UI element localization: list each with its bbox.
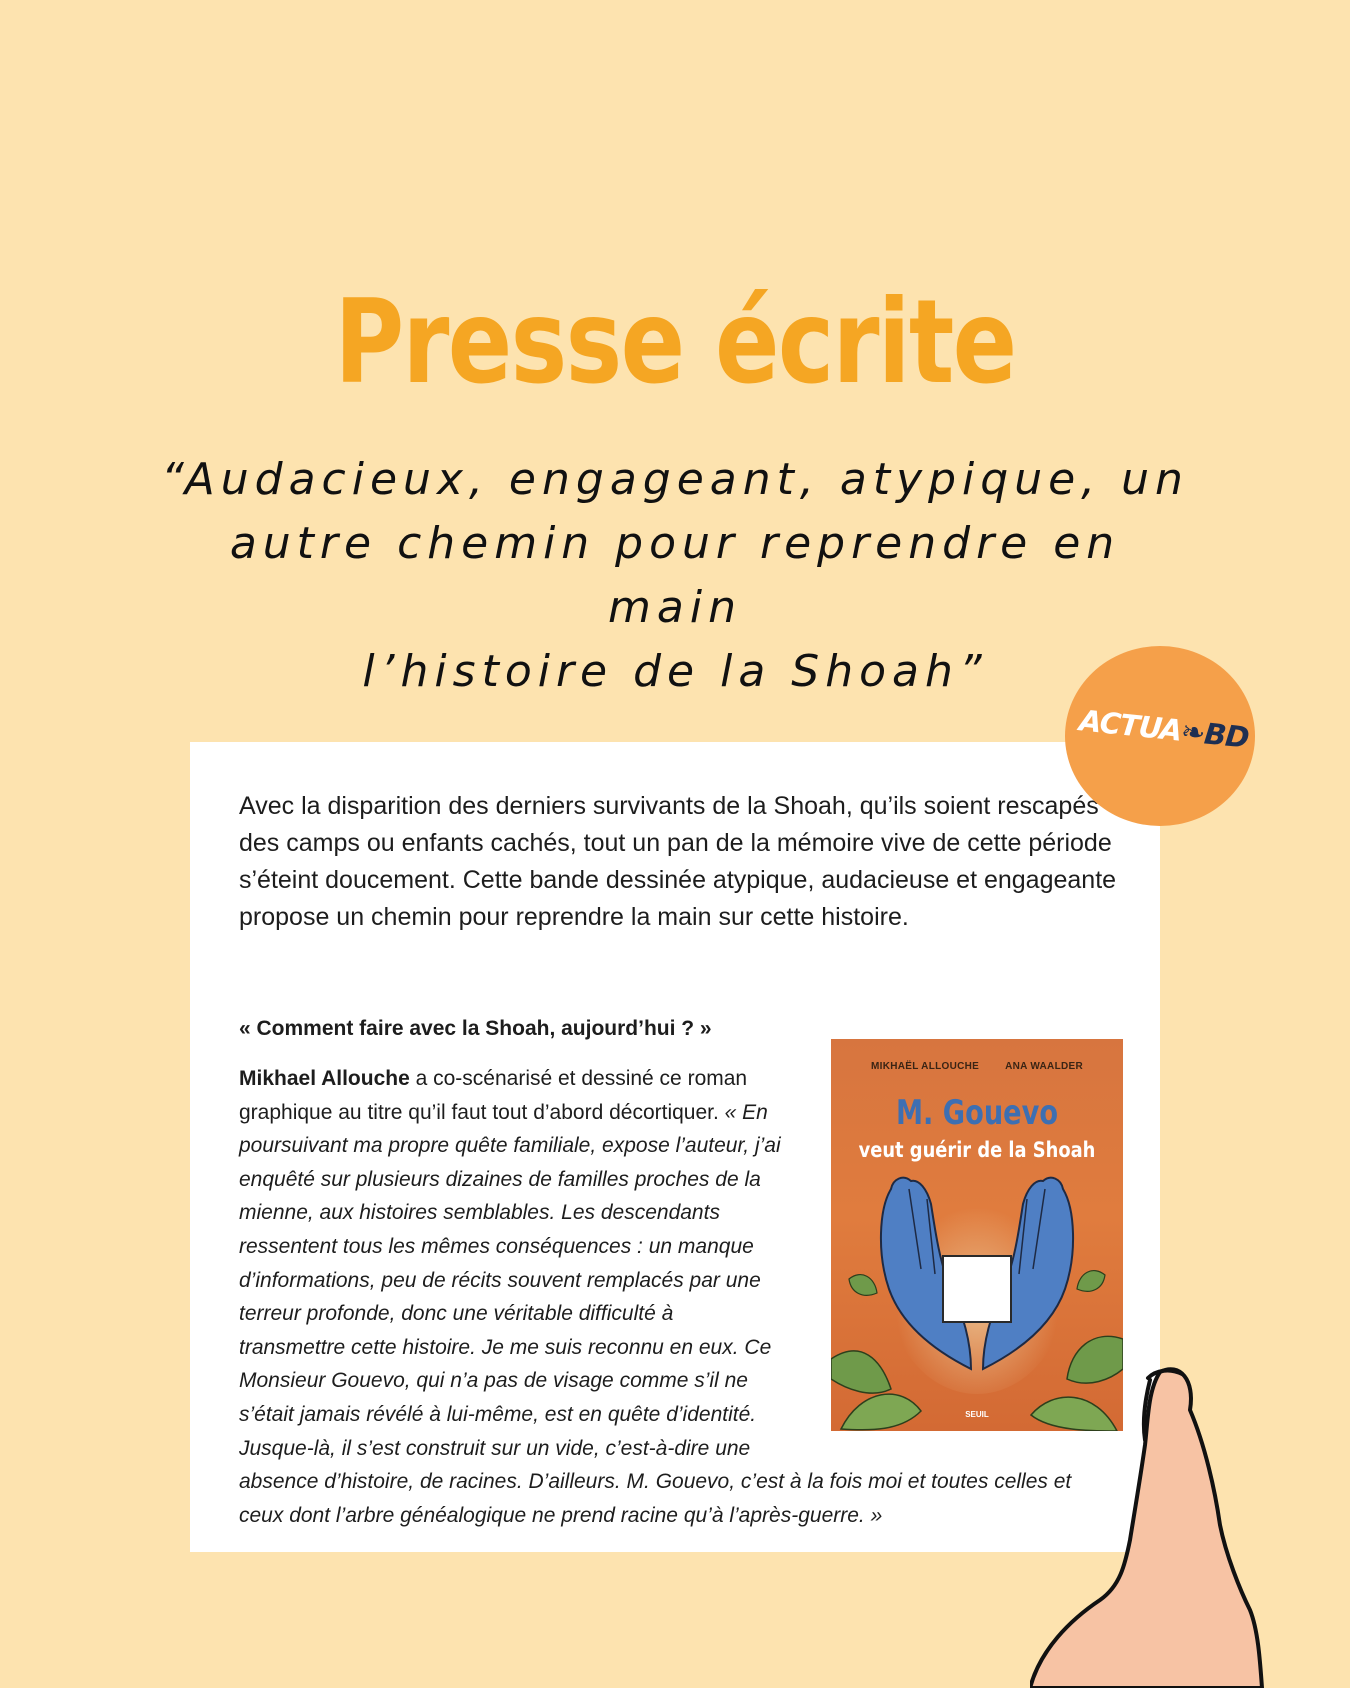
page-title: Presse écrite xyxy=(334,275,1016,410)
quote-line: “Audacieux, engageant, atypique, un xyxy=(161,454,1189,505)
cover-publisher: SEUIL xyxy=(965,1410,989,1419)
quote-line: autre chemin pour reprendre en main xyxy=(229,518,1121,633)
article-intro: Avec la disparition des derniers survivants de la Shoah, qu’ils soient rescapés des camps ou enfants cachés, tout un pan de la mémoire vive de cette période s’éteint doucement. Cette bande dessinée atypique, audacieuse et engageante propose un chemin pour reprendre la main sur cette histoire. xyxy=(239,792,1117,931)
actuabd-logo-badge xyxy=(1065,646,1255,826)
logo-swirl-icon: ❧ xyxy=(1179,713,1207,751)
cover-author-right: ANA WAALDER xyxy=(1005,1061,1083,1072)
article-subheading: « Comment faire avec la Shoah, aujourd’hui ? » xyxy=(239,1017,712,1040)
actuabd-logo xyxy=(1078,703,1250,755)
article-excerpt xyxy=(190,742,1160,1552)
hand-illustration-icon xyxy=(1030,1350,1300,1688)
body-plain: a co-scénarisé et dessiné ce roman graphique au titre qu’il faut tout d’abord décortiquer. xyxy=(239,1067,748,1124)
body-quote: « En poursuivant ma propre quête familiale, expose l’auteur, j’ai enquêté sur plusieurs dizaines de familles proches de la mienne, aux histoires semblables. Les descendants ressentent tous les mêmes conséquences : un manque d’informations, peu de récits souvent remplacés par une terreur profonde, donc une véritable difficulté à transmettre cette histoire. Je me suis reconnu en eux. Ce Monsieur Gouevo, qui n’a pas de visage comme s’il ne s’était jamais révélé à lui-même, est en quête d’identité. Jusque-là, il s’est construit sur un vide, c’est-à-dire une absence d’histoire, de racines. D’ailleurs. M. Gouevo, c’est à la fois moi et toutes celles et ceux dont l’arbre généalogique ne prend racine qu’à l’après-guerre. » xyxy=(239,1100,1072,1527)
logo-part-actua: ACTUA xyxy=(1077,703,1183,748)
author-name: Mikhael Allouche xyxy=(239,1067,410,1090)
cover-author-left: MIKHAËL ALLOUCHE xyxy=(871,1061,980,1072)
quote-line: l’histoire de la Shoah” xyxy=(362,646,988,697)
pull-quote xyxy=(160,448,1190,704)
cover-subtitle: veut guérir de la Shoah xyxy=(858,1138,1096,1162)
cover-title: M. Gouevo xyxy=(895,1093,1059,1133)
logo-part-bd: BD xyxy=(1202,716,1251,755)
